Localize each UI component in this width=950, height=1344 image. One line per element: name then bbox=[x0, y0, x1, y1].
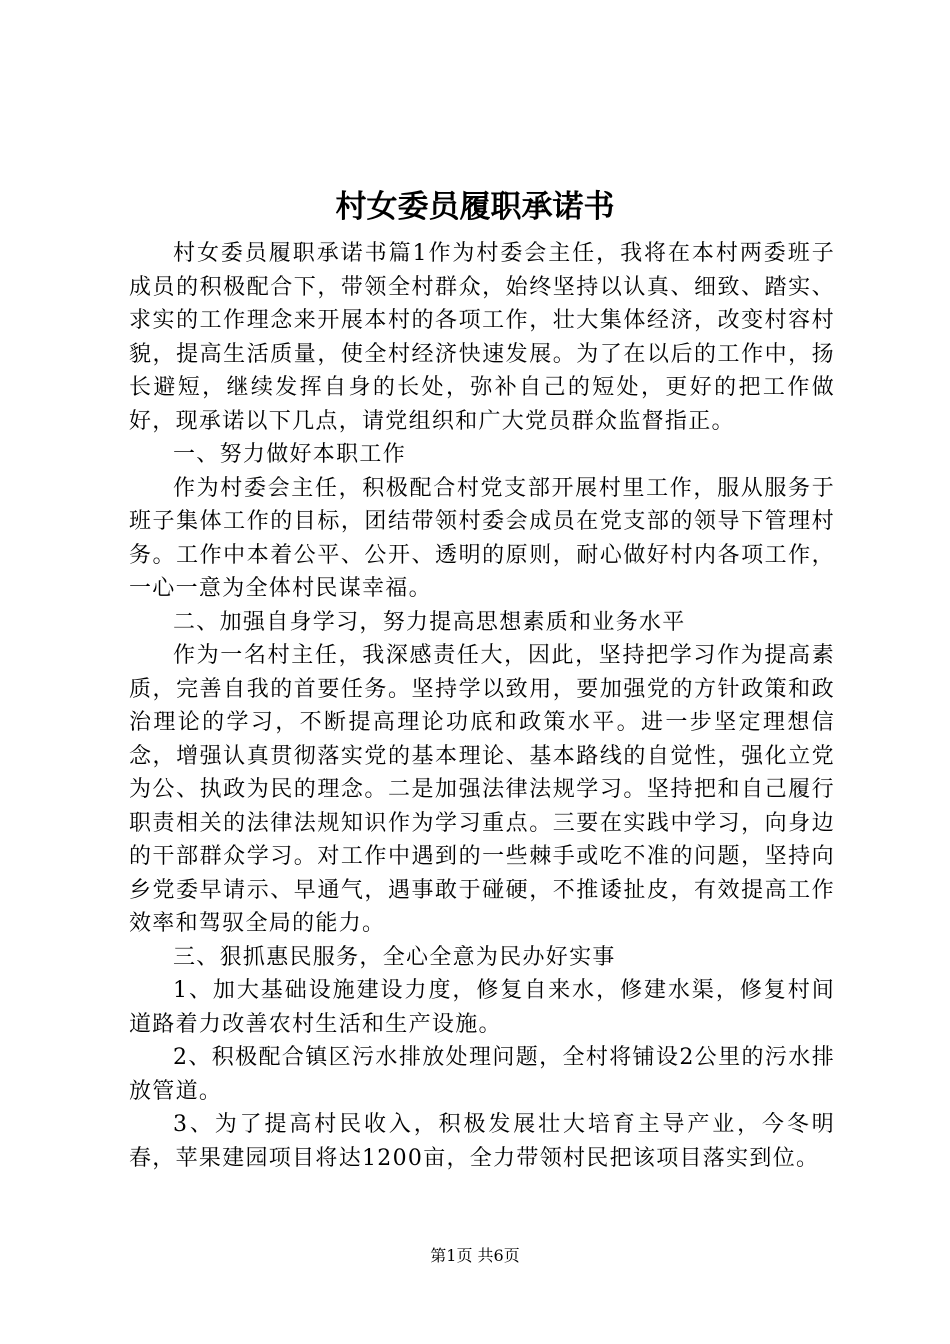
list-item-2: 2、积极配合镇区污水排放处理问题，全村将铺设2公里的污水排放管道。 bbox=[129, 1045, 835, 1104]
list-item-1: 1、加大基础设施建设力度，修复自来水，修建水渠，修复村间道路着力改善农村生活和生产设施。 bbox=[129, 978, 835, 1037]
section-heading-3: 三、狠抓惠民服务，全心全意为民办好实事 bbox=[173, 944, 616, 970]
document-title: 村女委员履职承诺书 bbox=[335, 189, 615, 225]
paragraph-section-2: 作为一名村主任，我深感责任大，因此，坚持把学习作为提高素质，完善自我的首要任务。坚持学以致用，要加强党的方针政策和政治理论的学习，不断提高理论功底和政策水平。进一步坚定理想信念，增强认真贯彻落实党的基本理论、基本路线的自觉性，强化立党为公、执政为民的理念。二是加强法律法规学习。坚持把和自己履行职责相关的法律法规知识作为学习重点。三要在实践中学习，向身边的干部群众学习。对工作中遇到的一些棘手或吃不准的问题，坚持向乡党委早请示、早通气，遇事敢于碰硬，不推诿扯皮，有效提高工作效率和驾驭全局的能力。 bbox=[129, 643, 835, 936]
document-body bbox=[129, 237, 835, 1175]
page-number-footer: 第1页 共6页 bbox=[430, 1246, 520, 1265]
paragraph-intro: 村女委员履职承诺书篇1作为村委会主任，我将在本村两委班子成员的积极配合下，带领全村群众，始终坚持以认真、细致、踏实、求实的工作理念来开展本村的各项工作，壮大集体经济，改变村容村貌，提高生活质量，使全村经济快速发展。为了在以后的工作中，扬长避短，继续发挥自身的长处，弥补自己的短处，更好的把工作做好，现承诺以下几点，请党组织和广大党员群众监督指正。 bbox=[129, 241, 835, 434]
section-heading-1: 一、努力做好本职工作 bbox=[173, 442, 407, 467]
paragraph-section-1: 作为村委会主任，积极配合村党支部开展村里工作，服从服务于班子集体工作的目标，团结带领村委会成员在党支部的领导下管理村务。工作中本着公平、公开、透明的原则，耐心做好村内各项工作，一心一意为全体村民谋幸福。 bbox=[129, 475, 835, 601]
section-heading-2: 二、加强自身学习，努力提高思想素质和业务水平 bbox=[173, 609, 686, 635]
list-item-3: 3、为了提高村民收入，积极发展壮大培育主导产业，今冬明春，苹果建园项目将达1200亩，全力带领村民把该项目落实到位。 bbox=[129, 1112, 835, 1171]
